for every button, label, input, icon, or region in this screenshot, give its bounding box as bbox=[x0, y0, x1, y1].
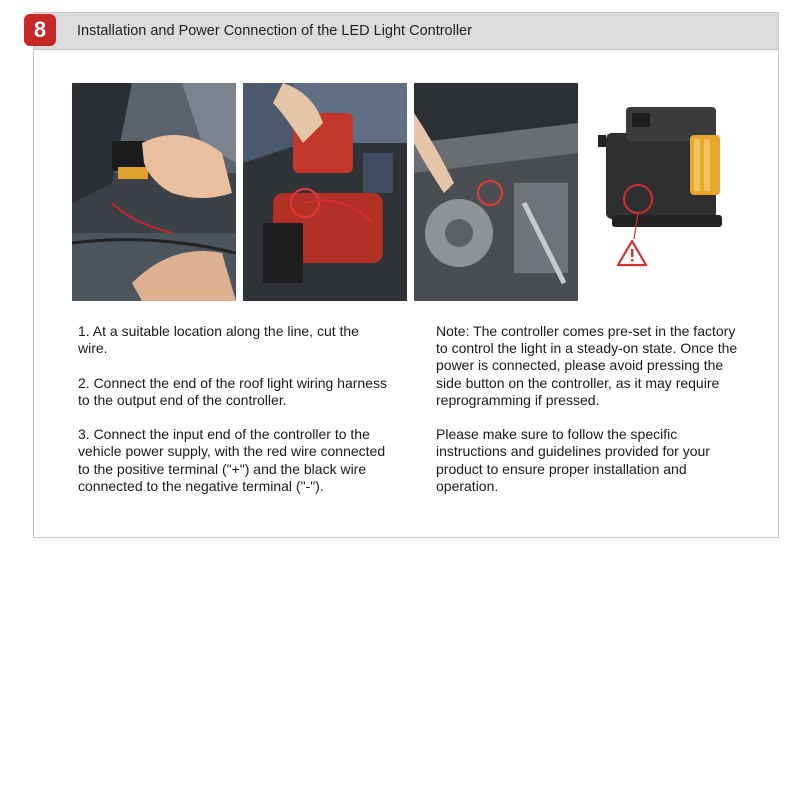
step-1-text: 1. At a suitable location along the line, cut the wire. bbox=[78, 323, 359, 357]
installation-steps bbox=[78, 323, 388, 512]
photo-battery-terminal bbox=[243, 83, 407, 301]
notes-column bbox=[436, 323, 746, 512]
warning-icon bbox=[618, 241, 646, 265]
section-title: Installation and Power Connection of the LED Light Controller bbox=[77, 23, 472, 39]
photo-cut-wire bbox=[72, 83, 236, 301]
controller-body bbox=[598, 107, 722, 227]
section-header bbox=[34, 13, 778, 50]
step-2-text: 2. Connect the end of the roof light wiring harness to the output end of the controller. bbox=[78, 374, 387, 408]
guidelines-text: Please make sure to follow the specific instructions and guidelines provided for your product to ensure proper installation and operation. bbox=[436, 426, 710, 494]
step-3-text: 3. Connect the input end of the controller to the vehicle power supply, with the red wire connected to the positive terminal ("+") and the black wire connected to the negative terminal ("-"). bbox=[78, 426, 386, 494]
note-text: Note: The controller comes pre-set in the factory to control the light in a steady-on state. Once the power is connected, please avoid pressing the side button on the controller, as it may require reprogramming if pressed. bbox=[436, 323, 738, 408]
controller-image bbox=[594, 99, 754, 279]
photo-engine-bay bbox=[414, 83, 578, 301]
step-number-badge: 8 bbox=[24, 14, 56, 46]
instruction-card bbox=[33, 12, 779, 538]
